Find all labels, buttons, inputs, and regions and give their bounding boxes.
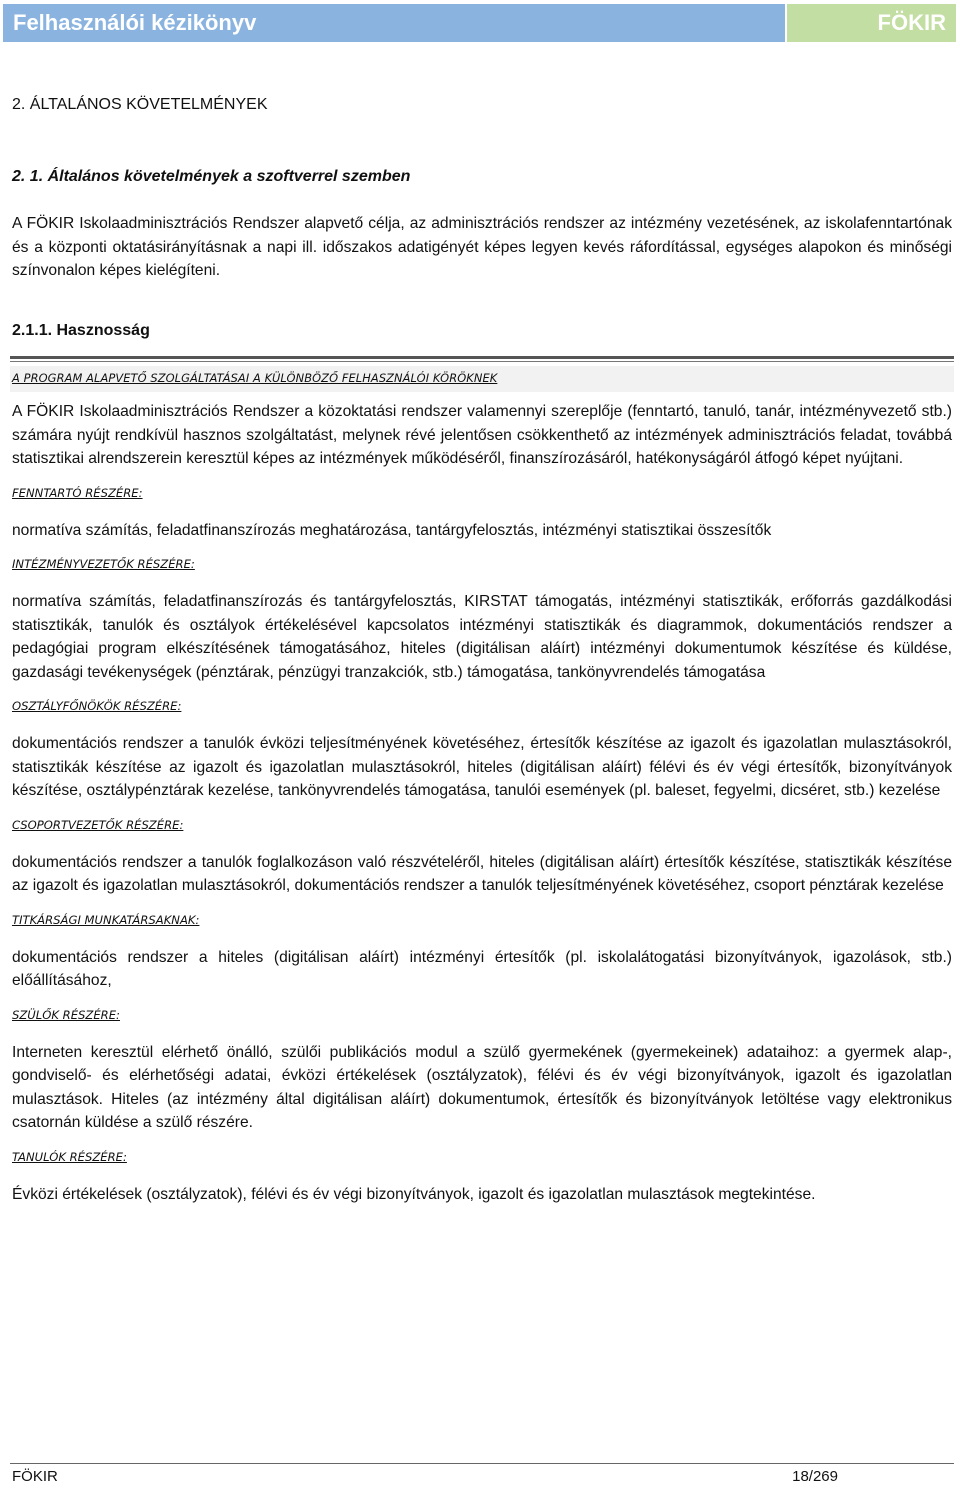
section-title: 2. ÁLTALÁNOS KÖVETELMÉNYEK	[12, 96, 268, 113]
subsubsection-title: 2.1.1. Hasznosság	[12, 322, 150, 339]
group-label-csoportvezetok: CSOPORTVEZETŐK RÉSZÉRE:	[12, 817, 184, 832]
footer-brand: FÖKIR	[12, 1468, 58, 1485]
group-text-intezmenyvezetok: normatíva számítás, feladatfinanszírozás és tantárgyfelosztás, KIRSTAT támogatás, intézményi statisztikák, erőforrás gazdálkodási statisztikák, tanulók és osztályok értékelésével kapcsolatos intézményi statisztikák és diagrammok, dokumentációs rendszer a pedagógiai program elkészítésének támogatásához, hiteles (digitálisan aláírt) intézményi dokumentumok készítése és küldése, gazdasági tevékenységek (pénztárak, pénzügyi tranzakciók, stb.) támogatása, tankönyvrendelés támogatása	[12, 593, 952, 681]
group-label-titkarsag: TITKÁRSÁGI MUNKATÁRSAKNAK:	[12, 912, 200, 927]
group-text-fenntarto: normatíva számítás, feladatfinanszírozás meghatározása, tantárgyfelosztás, intézményi statisztikai összesítők	[12, 521, 772, 539]
intro-paragraph: A FÖKIR Iskolaadminisztrációs Rendszer alapvető célja, az adminisztrációs rendszer az intézmény vezetésének, az iskolafenntartónak és a központi oktatásirányításnak a napi ill. időszakos adatigényét képes legyen kevés ráfordítással, egységes alapokon és minőségi színvonalon képes kielégíteni.	[12, 215, 952, 279]
group-label-tanulok: TANULÓK RÉSZÉRE:	[12, 1149, 127, 1164]
group-label-szulok: SZÜLŐK RÉSZÉRE:	[12, 1007, 120, 1022]
group-label-fenntarto: FENNTARTÓ RÉSZÉRE:	[12, 485, 143, 500]
footer-divider	[10, 1463, 954, 1464]
band-title: A PROGRAM ALAPVETŐ SZOLGÁLTATÁSAI A KÜLÖNBÖZŐ FELHASZNÁLÓI KÖRÖKNEK	[12, 371, 498, 385]
group-text-osztalyfonokok: dokumentációs rendszer a tanulók évközi teljesítményének követéséhez, értesítők készítése az igazolt és igazolatlan mulasztásokról, statisztikák készítése az igazolt és igazolatlan mulasztásokról, hiteles (digitálisan aláírt) félévi és év végi értesítők, bizonyítványok készítése, osztálypénztárak kezelése, tankönyvrendelés támogatása, tanulói események (pl. baleset, fegyelmi, dicséret, stb.) kezelése	[12, 735, 952, 799]
lead-paragraph: A FÖKIR Iskolaadminisztrációs Rendszer a közoktatási rendszer valamennyi szereplője (fenntartó, tanuló, tanár, intézményvezető stb.) számára nyújt rendkívül hasznos szolgáltatást, melynek révé jelentősen csökkenthető az intézmények adminisztrációs feladat, továbbá statisztikai alrendszerein keresztül képes az intézmények működéséről, finanszírozásáról, hatékonyságáról átfogó képet nyújtani.	[12, 403, 952, 467]
header-title: Felhasználói kézikönyv	[3, 4, 785, 42]
group-text-szulok: Interneten keresztül elérhető önálló, szülői publikációs modul a szülő gyermekének (gyermekeinek) adataihoz: a gyermek alap-, gondviselő- és elérhetőségi adatai, évközi értékelések (osztályzatok), félévi és év végi bizonyítványok, igazolt és igazolatlan mulasztások. Hiteles (az intézmény által digitálisan aláírt) dokumentumok, értesítők és bizonyítványok letöltése vagy elektronikus csatornán küldése a szülő részére.	[12, 1043, 952, 1131]
group-text-titkarsag: dokumentációs rendszer a hiteles (digitálisan aláírt) intézményi értesítők (pl. iskolalátogatási bizonyítványok, igazolások, stb.) előállításához,	[12, 948, 952, 989]
section-divider	[10, 356, 954, 359]
page-number: 18/269	[792, 1468, 838, 1485]
group-text-tanulok: Évközi értékelések (osztályzatok), félévi és év végi bizonyítványok, igazolt és igazolatlan mulasztások megtekintése.	[12, 1185, 816, 1203]
group-text-csoportvezetok: dokumentációs rendszer a tanulók foglalkozáson való részvételéről, hiteles (digitálisan aláírt) értesítők készítése, statisztikák készítése az igazolt és igazolatlan mulasztásokról, dokumentációs rendszer a tanulók teljesítményének követéséhez, csoport pénztárak kezelése	[12, 853, 952, 894]
page-header	[3, 4, 956, 42]
group-label-intezmenyvezetok: INTÉZMÉNYVEZETŐK RÉSZÉRE:	[12, 557, 195, 571]
main-content	[12, 400, 952, 1220]
group-label-osztalyfonokok: OSZTÁLYFŐNÖKÖK RÉSZÉRE:	[12, 699, 182, 713]
subsection-title: 2. 1. Általános követelmények a szoftverrel szemben	[12, 168, 411, 185]
section-divider-thin	[10, 361, 954, 362]
header-brand: FÖKIR	[787, 4, 956, 42]
